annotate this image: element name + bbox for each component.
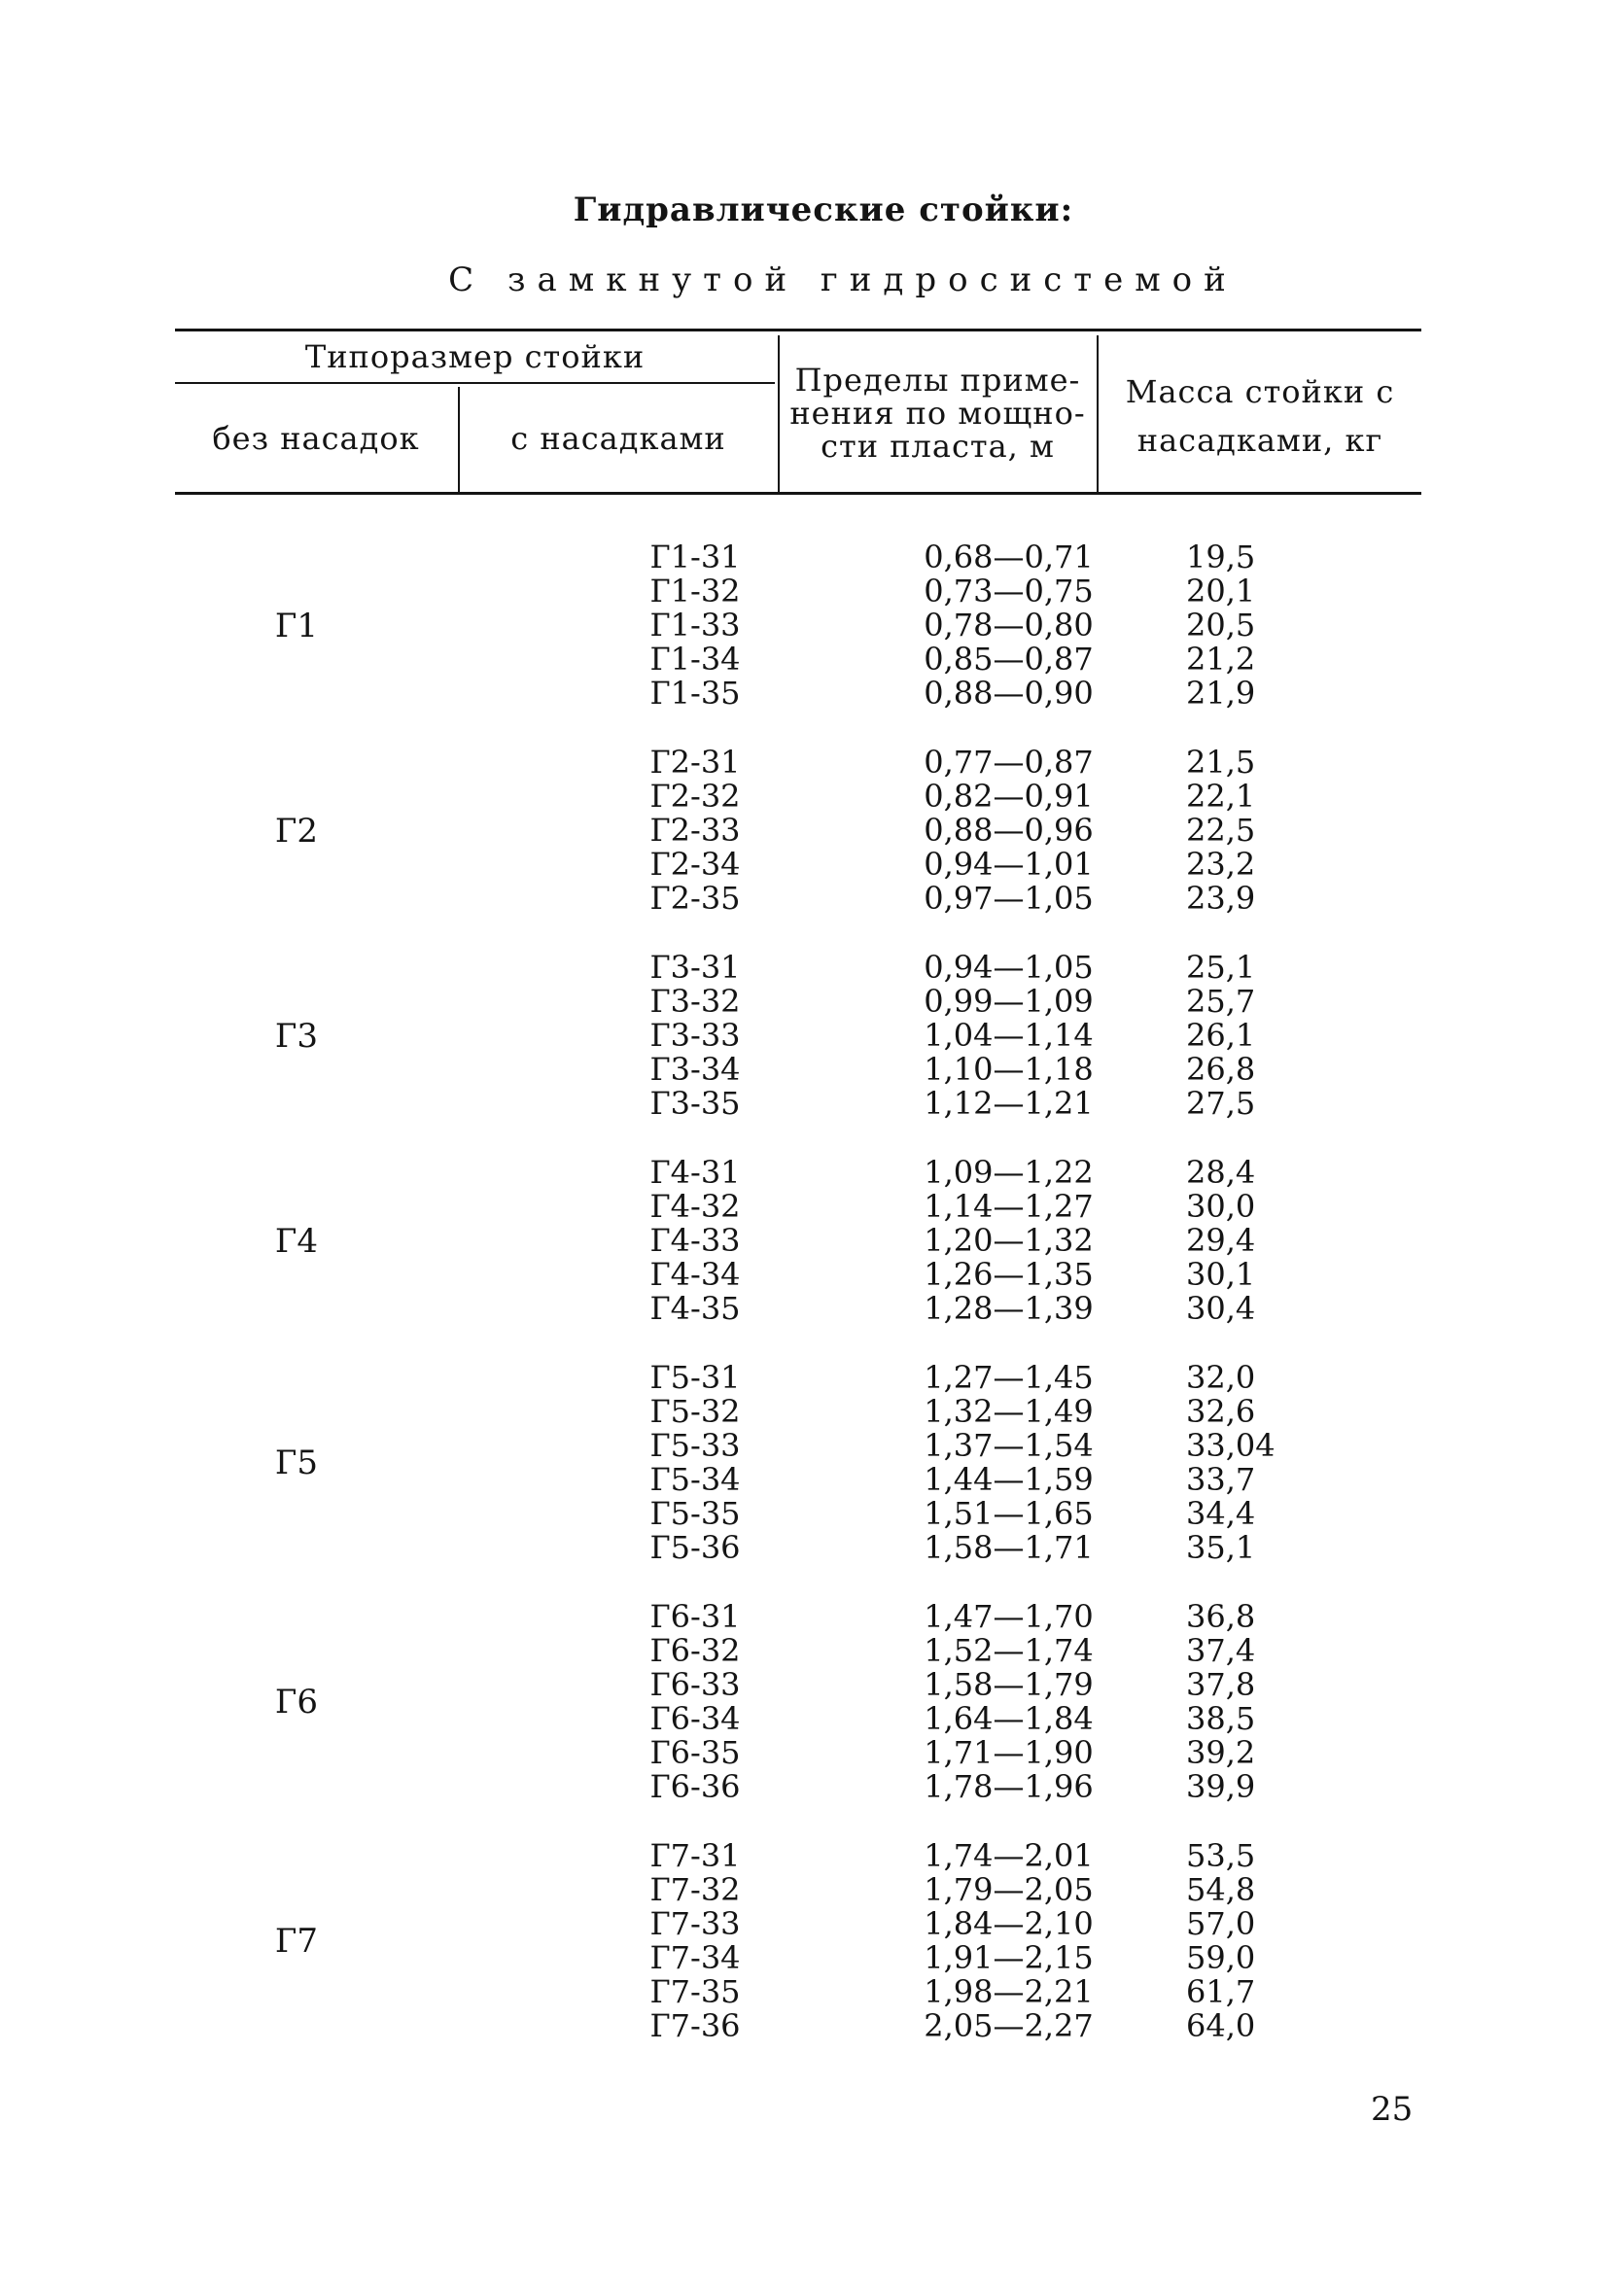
mass-cell xyxy=(1167,677,1332,711)
mass-cell xyxy=(1167,643,1332,677)
mass-cell xyxy=(1167,1019,1332,1053)
group-type-name: Г2 xyxy=(274,811,319,851)
range-cell: 1,47—1,70 xyxy=(924,1598,1094,1635)
range-cell: 1,74—2,01 xyxy=(924,1837,1094,1874)
range-cell: 1,52—1,74 xyxy=(924,1632,1094,1669)
range-cell: 0,94—1,05 xyxy=(924,949,1094,986)
mass-cell xyxy=(1167,746,1332,780)
group-type-name: Г4 xyxy=(274,1221,319,1261)
mass-cell xyxy=(1167,814,1332,848)
range-cell: 1,79—2,05 xyxy=(924,1871,1094,1908)
range-cell: 1,91—2,15 xyxy=(924,1939,1094,1976)
mass-cell xyxy=(1167,1224,1332,1258)
mass-value: 37,8 xyxy=(1186,1666,1256,1703)
mass-cell xyxy=(1167,1292,1332,1326)
mass-cell xyxy=(1167,1463,1332,1497)
table-body xyxy=(175,540,1439,2078)
top-rule xyxy=(175,329,1421,331)
model-cell: Г1-34 xyxy=(649,641,741,678)
mass-value: 39,9 xyxy=(1186,1768,1256,1805)
mass-value: 64,0 xyxy=(1186,2007,1256,2044)
model-cell: Г3-32 xyxy=(649,983,741,1020)
model-cell: Г7-36 xyxy=(649,2007,741,2044)
model-cell: Г5-36 xyxy=(649,1529,741,1566)
model-cell: Г2-35 xyxy=(649,880,741,917)
mass-value: 59,0 xyxy=(1186,1939,1256,1976)
mass-cell xyxy=(1167,2009,1332,2043)
mass-value: 34,4 xyxy=(1186,1495,1256,1532)
range-cell: 1,26—1,35 xyxy=(924,1256,1094,1293)
header-mass-line1: Масса стойки с xyxy=(1125,373,1395,410)
mass-value: 57,0 xyxy=(1186,1905,1256,1942)
mass-cell xyxy=(1167,882,1332,916)
model-cell: Г4-35 xyxy=(649,1290,741,1327)
model-cell: Г3-33 xyxy=(649,1017,741,1054)
mass-value: 21,2 xyxy=(1186,641,1256,678)
range-cell: 1,20—1,32 xyxy=(924,1222,1094,1259)
header-with-nozzles: с насадками xyxy=(510,420,726,457)
header-group-label: Типоразмер стойки xyxy=(304,338,646,375)
range-cell: 2,05—2,27 xyxy=(924,2007,1094,2044)
mass-value: 26,8 xyxy=(1186,1051,1256,1088)
mass-value: 27,5 xyxy=(1186,1085,1256,1122)
mass-value: 30,0 xyxy=(1186,1188,1256,1225)
range-cell: 0,85—0,87 xyxy=(924,641,1094,678)
mass-cell xyxy=(1167,1736,1332,1770)
mass-cell xyxy=(1167,1395,1332,1429)
mass-cell xyxy=(1167,1634,1332,1668)
range-cell: 1,58—1,71 xyxy=(924,1529,1094,1566)
mass-cell xyxy=(1167,1941,1332,1975)
mass-value: 20,1 xyxy=(1186,573,1256,609)
range-cell: 1,09—1,22 xyxy=(924,1154,1094,1191)
page-title: Гидравлические стойки: xyxy=(573,191,1074,229)
model-cell: Г6-32 xyxy=(649,1632,741,1669)
mass-value: 25,1 xyxy=(1186,949,1256,986)
model-cell: Г1-31 xyxy=(649,539,741,575)
mass-cell xyxy=(1167,1770,1332,1804)
range-cell: 1,04—1,14 xyxy=(924,1017,1094,1054)
model-cell: Г6-36 xyxy=(649,1768,741,1805)
header-range xyxy=(780,362,1096,465)
header-range-line2: нения по мощно- xyxy=(789,395,1086,432)
table-group xyxy=(175,746,1439,916)
mass-value: 30,4 xyxy=(1186,1290,1256,1327)
mass-value: 35,1 xyxy=(1186,1529,1256,1566)
table-group xyxy=(175,1600,1439,1804)
model-cell: Г5-32 xyxy=(649,1393,741,1430)
mass-value: 32,6 xyxy=(1186,1393,1256,1430)
header-mass-line2: насадками, кг xyxy=(1136,422,1383,459)
group-rule xyxy=(175,382,775,384)
mass-value: 36,8 xyxy=(1186,1598,1256,1635)
range-cell: 1,28—1,39 xyxy=(924,1290,1094,1327)
model-cell: Г1-35 xyxy=(649,675,741,712)
range-cell: 0,94—1,01 xyxy=(924,846,1094,883)
range-cell: 0,82—0,91 xyxy=(924,778,1094,815)
mass-value: 26,1 xyxy=(1186,1017,1256,1054)
range-cell: 1,37—1,54 xyxy=(924,1427,1094,1464)
mass-value: 33,04 xyxy=(1186,1427,1276,1464)
range-cell: 0,99—1,09 xyxy=(924,983,1094,1020)
mass-value: 54,8 xyxy=(1186,1871,1256,1908)
mass-value: 61,7 xyxy=(1186,1973,1256,2010)
model-cell: Г5-31 xyxy=(649,1359,741,1396)
mass-cell xyxy=(1167,1429,1332,1463)
mass-value: 38,5 xyxy=(1186,1700,1256,1737)
group-type-name: Г1 xyxy=(274,606,319,645)
range-cell: 0,88—0,96 xyxy=(924,812,1094,849)
model-cell: Г3-31 xyxy=(649,949,741,986)
table-group xyxy=(175,1361,1439,1565)
mass-cell xyxy=(1167,1668,1332,1702)
mass-cell xyxy=(1167,951,1332,985)
mass-cell xyxy=(1167,1702,1332,1736)
model-cell: Г5-35 xyxy=(649,1495,741,1532)
header-bottom-rule xyxy=(175,492,1421,495)
mass-cell xyxy=(1167,1839,1332,1873)
table-group xyxy=(175,1156,1439,1326)
mass-cell xyxy=(1167,1600,1332,1634)
model-cell: Г7-33 xyxy=(649,1905,741,1942)
mass-cell xyxy=(1167,1190,1332,1224)
model-cell: Г4-31 xyxy=(649,1154,741,1191)
model-cell: Г3-35 xyxy=(649,1085,741,1122)
range-cell: 0,78—0,80 xyxy=(924,607,1094,644)
group-type-name: Г6 xyxy=(274,1683,319,1722)
model-cell: Г1-32 xyxy=(649,573,741,609)
group-type-name: Г7 xyxy=(274,1922,319,1961)
model-cell: Г2-32 xyxy=(649,778,741,815)
mass-value: 22,5 xyxy=(1186,812,1256,849)
mass-cell xyxy=(1167,1361,1332,1395)
model-cell: Г6-35 xyxy=(649,1734,741,1771)
header-mass xyxy=(1099,367,1421,465)
range-cell: 0,88—0,90 xyxy=(924,675,1094,712)
model-cell: Г4-34 xyxy=(649,1256,741,1293)
model-cell: Г7-32 xyxy=(649,1871,741,1908)
range-cell: 1,64—1,84 xyxy=(924,1700,1094,1737)
model-cell: Г5-33 xyxy=(649,1427,741,1464)
range-cell: 1,44—1,59 xyxy=(924,1461,1094,1498)
range-cell: 0,73—0,75 xyxy=(924,573,1094,609)
mass-value: 32,0 xyxy=(1186,1359,1256,1396)
mass-cell xyxy=(1167,1497,1332,1531)
model-cell: Г7-35 xyxy=(649,1973,741,2010)
mass-value: 37,4 xyxy=(1186,1632,1256,1669)
group-type-name: Г3 xyxy=(274,1016,319,1056)
range-cell: 1,14—1,27 xyxy=(924,1188,1094,1225)
mass-cell xyxy=(1167,1975,1332,2009)
model-cell: Г6-33 xyxy=(649,1666,741,1703)
group-type-name: Г5 xyxy=(274,1444,319,1482)
header-range-line3: сти пласта, м xyxy=(821,428,1055,465)
model-cell: Г4-32 xyxy=(649,1188,741,1225)
model-cell: Г5-34 xyxy=(649,1461,741,1498)
model-cell: Г2-34 xyxy=(649,846,741,883)
range-cell: 1,32—1,49 xyxy=(924,1393,1094,1430)
mass-value: 22,1 xyxy=(1186,778,1256,815)
table-subtitle: С замкнутой гидросистемой xyxy=(448,261,1238,299)
mass-cell xyxy=(1167,1156,1332,1190)
mass-value: 21,9 xyxy=(1186,675,1256,712)
mass-cell xyxy=(1167,1053,1332,1087)
mass-cell xyxy=(1167,985,1332,1019)
mass-value: 23,2 xyxy=(1186,846,1256,883)
page-number: 25 xyxy=(1371,2090,1414,2129)
header-range-line1: Пределы приме- xyxy=(794,362,1081,399)
range-cell: 1,51—1,65 xyxy=(924,1495,1094,1532)
model-cell: Г3-34 xyxy=(649,1051,741,1088)
mass-value: 29,4 xyxy=(1186,1222,1256,1259)
range-cell: 1,12—1,21 xyxy=(924,1085,1094,1122)
mass-value: 23,9 xyxy=(1186,880,1256,917)
range-cell: 0,77—0,87 xyxy=(924,744,1094,781)
mass-cell xyxy=(1167,780,1332,814)
mass-value: 21,5 xyxy=(1186,744,1256,781)
mass-cell xyxy=(1167,574,1332,609)
mass-value: 28,4 xyxy=(1186,1154,1256,1191)
mass-value: 30,1 xyxy=(1186,1256,1256,1293)
table-group xyxy=(175,540,1439,711)
model-cell: Г6-34 xyxy=(649,1700,741,1737)
model-cell: Г7-31 xyxy=(649,1837,741,1874)
range-cell: 1,84—2,10 xyxy=(924,1905,1094,1942)
mass-cell xyxy=(1167,1531,1332,1565)
model-cell: Г7-34 xyxy=(649,1939,741,1976)
range-cell: 1,98—2,21 xyxy=(924,1973,1094,2010)
header-without-nozzles: без насадок xyxy=(212,420,420,457)
model-cell: Г2-33 xyxy=(649,812,741,849)
mass-cell xyxy=(1167,1907,1332,1941)
mass-cell xyxy=(1167,1258,1332,1292)
range-cell: 1,58—1,79 xyxy=(924,1666,1094,1703)
mass-cell xyxy=(1167,609,1332,643)
model-cell: Г6-31 xyxy=(649,1598,741,1635)
model-cell: Г4-33 xyxy=(649,1222,741,1259)
range-cell: 0,97—1,05 xyxy=(924,880,1094,917)
mass-value: 19,5 xyxy=(1186,539,1256,575)
mass-value: 33,7 xyxy=(1186,1461,1256,1498)
range-cell: 0,68—0,71 xyxy=(924,539,1094,575)
mass-value: 25,7 xyxy=(1186,983,1256,1020)
mass-cell xyxy=(1167,848,1332,882)
model-cell: Г1-33 xyxy=(649,607,741,644)
mass-cell xyxy=(1167,1087,1332,1121)
range-cell: 1,71—1,90 xyxy=(924,1734,1094,1771)
mass-value: 53,5 xyxy=(1186,1837,1256,1874)
table-group xyxy=(175,951,1439,1121)
mass-value: 39,2 xyxy=(1186,1734,1256,1771)
mass-cell xyxy=(1167,1873,1332,1907)
table-group xyxy=(175,1839,1439,2043)
range-cell: 1,78—1,96 xyxy=(924,1768,1094,1805)
mass-value: 20,5 xyxy=(1186,607,1256,644)
range-cell: 1,10—1,18 xyxy=(924,1051,1094,1088)
model-cell: Г2-31 xyxy=(649,744,741,781)
range-cell: 1,27—1,45 xyxy=(924,1359,1094,1396)
mass-cell xyxy=(1167,540,1332,574)
